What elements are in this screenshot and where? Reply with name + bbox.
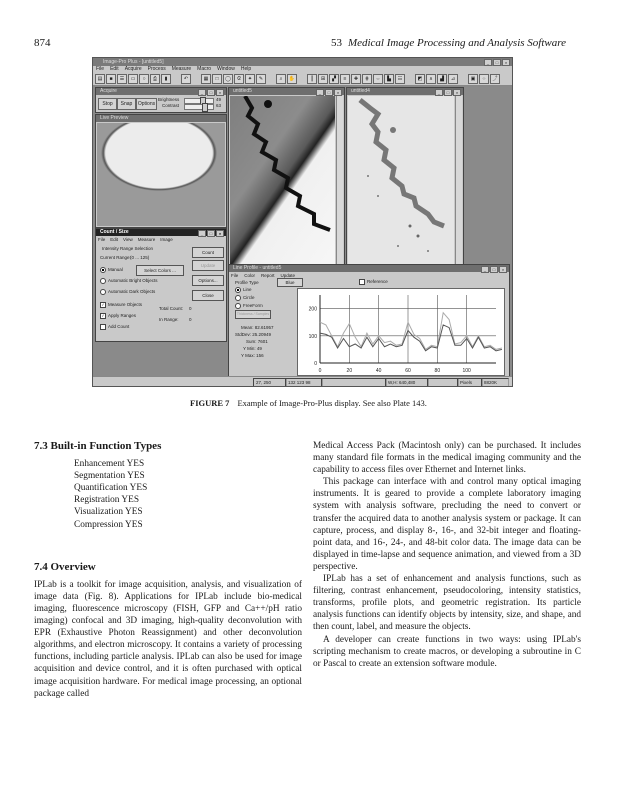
stack-icon[interactable]: ▙ xyxy=(384,74,394,84)
menu-edit[interactable]: Edit xyxy=(110,66,119,72)
count-size-titlebar xyxy=(96,229,226,236)
paragraph: A developer can create functions in two ways: using IPLab's scripting mechanism to create macros, or developing a subroutine in C or Pascal to create an extension software module. xyxy=(313,634,581,669)
total-count-value: 0 xyxy=(189,306,192,311)
vertical-scrollbar[interactable] xyxy=(336,96,343,274)
close-dialog-button[interactable]: Close xyxy=(192,290,224,301)
book-icon[interactable]: ▮ xyxy=(161,74,171,84)
status-bar xyxy=(93,376,512,386)
minimize-button[interactable]: _ xyxy=(484,59,492,66)
options-button[interactable]: Options... xyxy=(192,275,224,286)
chapter-title: Medical Image Processing and Analysis Software xyxy=(347,37,566,49)
list-item: Registration YES xyxy=(74,495,139,506)
count-size-menubar xyxy=(96,236,226,243)
total-count-label: Total Count: xyxy=(159,306,184,311)
maximize-button[interactable]: □ xyxy=(493,59,501,66)
measure-icon[interactable]: ⋕ xyxy=(362,74,372,84)
undo-icon[interactable]: ↶ xyxy=(181,74,191,84)
minimize-button[interactable]: _ xyxy=(316,89,324,96)
brightness-value: 49 xyxy=(216,97,222,102)
maximize-button[interactable]: □ xyxy=(207,89,215,96)
brightness-label: Brightness xyxy=(158,97,180,102)
x-tick-label: 100 xyxy=(462,368,471,374)
menu-color[interactable]: Color xyxy=(244,273,256,278)
maximize-button[interactable]: □ xyxy=(444,89,452,96)
paragraph: Medical Access Pack (Macintosh only) can be purchased. It includes many standard file formats in the medical imaging community and the capability to access files over Ethernet and Internet links. xyxy=(313,441,581,476)
rectangle-icon[interactable]: □ xyxy=(212,74,222,84)
palette-icon[interactable]: ○ xyxy=(139,74,149,84)
menu-process[interactable]: Process xyxy=(147,66,166,72)
lasso-icon[interactable]: ᘓ xyxy=(234,74,244,84)
page-number: 874 xyxy=(34,37,51,49)
radio-freeform[interactable]: FreeForm xyxy=(235,303,263,309)
menu-update[interactable]: Update xyxy=(280,273,296,278)
vessel-wall-zoom-image xyxy=(230,96,335,274)
list-icon[interactable]: ☷ xyxy=(395,74,405,84)
menu-measure[interactable]: Measure xyxy=(171,66,192,72)
figure-label: FIGURE 7 xyxy=(190,398,230,408)
print-icon[interactable]: ⎙ xyxy=(150,74,160,84)
running-header xyxy=(331,37,566,49)
right-column xyxy=(313,440,581,670)
histogram-icon[interactable]: ┃ xyxy=(307,74,317,84)
list-item: Enhancement YES xyxy=(74,459,145,470)
hand-icon[interactable]: ✋ xyxy=(288,76,296,82)
radio-auto-bright[interactable]: Automatic Bright Objects xyxy=(100,278,158,284)
count-button[interactable]: Count xyxy=(192,247,224,258)
in-range-label: In Range: xyxy=(159,317,179,322)
menu-edit[interactable]: Edit xyxy=(110,237,119,242)
maximize-button[interactable]: □ xyxy=(490,266,498,273)
brush-icon[interactable]: ✎ xyxy=(256,74,266,84)
image-window-title: untitled5 xyxy=(233,88,252,94)
intensity-group-label: Intensity Range Selection xyxy=(102,246,154,251)
figure-caption xyxy=(190,398,427,408)
list-item: Quantification YES xyxy=(74,483,148,494)
checkbox-apply-ranges[interactable]: ✓ Apply Ranges xyxy=(101,313,137,319)
options-button[interactable]: Options xyxy=(136,98,157,110)
close-button[interactable]: × xyxy=(216,230,224,237)
line-profile-window xyxy=(228,264,510,379)
radio-line[interactable]: Line xyxy=(235,287,252,293)
segmented-edge xyxy=(348,96,454,274)
y-tick-label: 0 xyxy=(314,361,317,367)
status-size: W,H: 640,480 xyxy=(385,378,429,387)
image-window-titlebar xyxy=(347,88,463,95)
filter-icon[interactable]: ≡ xyxy=(340,74,350,84)
minimize-button[interactable]: _ xyxy=(198,230,206,237)
segmented-image xyxy=(348,96,454,274)
snap-button[interactable]: Snap xyxy=(117,98,136,110)
open-icon[interactable]: ▤ xyxy=(95,74,105,84)
line-profile-plot xyxy=(298,289,504,375)
minimize-button[interactable]: _ xyxy=(198,89,206,96)
list-item: Segmentation YES xyxy=(74,471,145,482)
image-window-title: untitled4 xyxy=(351,88,370,94)
line-profile-icon[interactable]: ∧ xyxy=(426,74,436,84)
count-size-title: Count / Size xyxy=(100,229,129,235)
menu-image[interactable]: Image xyxy=(160,237,173,242)
live-preview-titlebar xyxy=(96,115,226,122)
app-title: Image-Pro Plus - [untitled5] xyxy=(103,59,164,65)
x-tick-label: 80 xyxy=(434,368,441,374)
line-profile-title: Line Profile - untitled5 xyxy=(233,265,282,271)
table-icon[interactable]: ☰ xyxy=(117,74,127,84)
vertical-scrollbar[interactable] xyxy=(455,96,462,274)
stat-ymin: Y Min: 49 xyxy=(243,346,262,351)
current-range-value: (0 ... 125) xyxy=(130,255,150,260)
function-types-list xyxy=(34,458,302,531)
list-item: Visualization YES xyxy=(74,507,143,518)
thickness-button[interactable]: Thickness / Samples xyxy=(235,310,271,319)
stat-ymax: Y Max: 156 xyxy=(241,353,264,358)
app-titlebar xyxy=(93,58,512,66)
paragraph: This package can interface with and control many optical imaging instruments. It is geared to provide a complete laboratory imaging system with analysis software, precluding the need to convert or transfer the acquired data to another analysis system or package. It can capture, process, and display 8-, 16-, and 32-bit integer and floating-point data, and 16-, 24-, and 48-bit color data. The image data can be displayed in time-lapse and sequence animation, and viewed from a 3D perspective. xyxy=(313,477,581,572)
stat-sum: Sum: 7601 xyxy=(246,339,268,344)
app-menubar xyxy=(93,66,513,73)
bitmap-icon[interactable]: ▞ xyxy=(329,74,339,84)
menu-file[interactable]: File xyxy=(231,273,239,278)
current-range-label: Current Range: xyxy=(100,255,131,260)
status-memory: 8820K xyxy=(481,378,509,387)
select-colors-button[interactable]: Select Colors ... xyxy=(136,265,184,276)
menu-window[interactable]: Window xyxy=(217,66,235,72)
maximize-button[interactable]: □ xyxy=(325,89,333,96)
contrast-value: 63 xyxy=(216,103,222,108)
x-tick-label: 60 xyxy=(405,368,411,374)
plot-icon[interactable]: ⊿ xyxy=(448,74,458,84)
list-item: Compression YES xyxy=(74,519,143,530)
y-tick-label: 200 xyxy=(308,306,317,313)
profile-type-label: Profile Type xyxy=(235,280,259,285)
checkbox-add-count[interactable]: Add Count xyxy=(100,324,129,330)
app-window-controls xyxy=(484,59,510,66)
acquire-window xyxy=(95,87,227,113)
radio-circle[interactable]: Circle xyxy=(235,295,255,301)
menu-help[interactable]: Help xyxy=(240,66,252,72)
menu-measure[interactable]: Measure xyxy=(137,237,156,242)
color-blue-button[interactable]: Blue xyxy=(277,278,303,287)
acquire-title: Acquire xyxy=(100,88,117,94)
chapter-number: 53 xyxy=(330,37,342,49)
left-column xyxy=(34,440,302,700)
contrast-label: Contrast xyxy=(162,103,180,108)
slider-thumb[interactable] xyxy=(202,103,208,112)
status-units: Pixels xyxy=(457,378,483,387)
menu-acquire[interactable]: Acquire xyxy=(124,66,142,72)
status-coords: 27, 250 xyxy=(253,378,287,387)
in-range-value: 0 xyxy=(189,317,192,322)
export-icon[interactable]: ⤴ xyxy=(490,74,500,84)
close-button[interactable]: × xyxy=(334,89,342,96)
line-profile-chart xyxy=(297,288,505,376)
x-tick-label: 40 xyxy=(375,368,382,374)
section-heading-7-3: 7.3 Built-in Function Types xyxy=(34,440,162,452)
report-icon[interactable]: ▣ xyxy=(468,74,478,84)
radio-auto-dark[interactable]: Automatic Dark Objects xyxy=(100,289,155,295)
acquire-titlebar xyxy=(96,88,226,95)
section-heading-7-4: 7.4 Overview xyxy=(34,560,96,573)
image-window-titlebar xyxy=(229,88,344,95)
checkbox-measure-objects[interactable]: ✓ Measure Objects xyxy=(101,302,143,308)
magic-wand-icon[interactable]: ✦ xyxy=(245,74,255,84)
update-button[interactable]: Update xyxy=(192,260,224,271)
line-profile-menubar xyxy=(229,272,509,279)
live-preview-window xyxy=(95,114,227,228)
figure-screenshot xyxy=(92,57,513,387)
line-profile-titlebar xyxy=(229,265,509,272)
camera-icon[interactable]: ▭ xyxy=(128,74,138,84)
bar-chart-icon[interactable]: ▟ xyxy=(437,74,447,84)
save-icon[interactable]: ■ xyxy=(106,74,116,84)
maximize-button[interactable]: □ xyxy=(207,230,215,237)
scatter-icon[interactable]: ⁘ xyxy=(479,74,489,84)
stat-mean: Mean: 82.61957 xyxy=(241,325,274,330)
minimize-button[interactable]: _ xyxy=(481,266,489,273)
select-icon[interactable]: ▦ xyxy=(201,74,211,84)
x-tick-label: 20 xyxy=(346,368,353,374)
figure-caption-text: Example of Image-Pro-Plus display. See also Plate 143. xyxy=(237,398,427,408)
reference-checkbox[interactable]: Reference xyxy=(359,279,388,285)
image-window-untitled5 xyxy=(228,87,345,285)
align-icon[interactable]: ⇔ xyxy=(373,74,383,84)
menu-view[interactable]: View xyxy=(123,237,133,242)
count-icon[interactable]: ✚ xyxy=(351,74,361,84)
grid-icon[interactable]: ⊞ xyxy=(318,74,328,84)
stop-button[interactable]: Stop xyxy=(98,98,117,110)
contrast-slider[interactable] xyxy=(184,104,214,110)
image-window-untitled4 xyxy=(346,87,464,285)
paragraph: IPLab has a set of enhancement and analysis functions, such as filtering, contrast enhancement, pseudocoloring, intensity statistics, transforms, profile plots, and geometric registration. Its particle analysis functions can identify objects by intensity, size, and shape, and then count, label, and measure the objects. xyxy=(313,574,581,633)
menu-file[interactable]: File xyxy=(98,237,106,242)
vessel-edge-trace xyxy=(230,96,335,274)
stat-stddev: StdDev: 25.20949 xyxy=(235,332,272,337)
menu-report[interactable]: Report xyxy=(261,273,275,278)
menu-macro[interactable]: Macro xyxy=(197,66,212,72)
status-rgb: 132 123 98 xyxy=(285,378,323,387)
vessel-cross-section-image xyxy=(97,123,225,226)
color-icon[interactable]: ◩ xyxy=(415,74,425,84)
close-button[interactable]: × xyxy=(502,59,510,66)
y-tick-label: 100 xyxy=(308,333,317,340)
count-size-window xyxy=(95,228,227,342)
radio-manual[interactable]: Manual xyxy=(100,267,123,273)
minimize-button[interactable]: _ xyxy=(435,89,443,96)
zoom-icon[interactable]: ⌕ xyxy=(276,74,286,84)
app-toolbar xyxy=(93,73,513,86)
live-preview-title: Live Preview xyxy=(100,115,129,121)
close-button[interactable]: × xyxy=(499,266,507,273)
menu-file[interactable]: File xyxy=(96,66,105,72)
close-button[interactable]: × xyxy=(216,89,224,96)
ellipse-icon[interactable]: ◯ xyxy=(223,74,233,84)
x-tick-label: 0 xyxy=(318,368,322,374)
paragraph: IPLab is a toolkit for image acquisition, analysis, and visualization of image data (Fig. 8). Applications for IPLab include bio-medical imaging, fluorescence microscopy (FISH, GFP and Ca++/pH ratio imaging) confocal and 3D imaging, high-quality deconvolution with EPR (Exhaustive Photon Reassignment) and other deconvolution algorithms, and electron microscopy. It contains a variety of processing functions, including particle analysis. IPLab can also be used for image acquisition and device control, and it is often purchased with optical image acquisition hardware. For medical image processing, an optional package called xyxy=(34,579,302,699)
close-button[interactable]: × xyxy=(453,89,461,96)
